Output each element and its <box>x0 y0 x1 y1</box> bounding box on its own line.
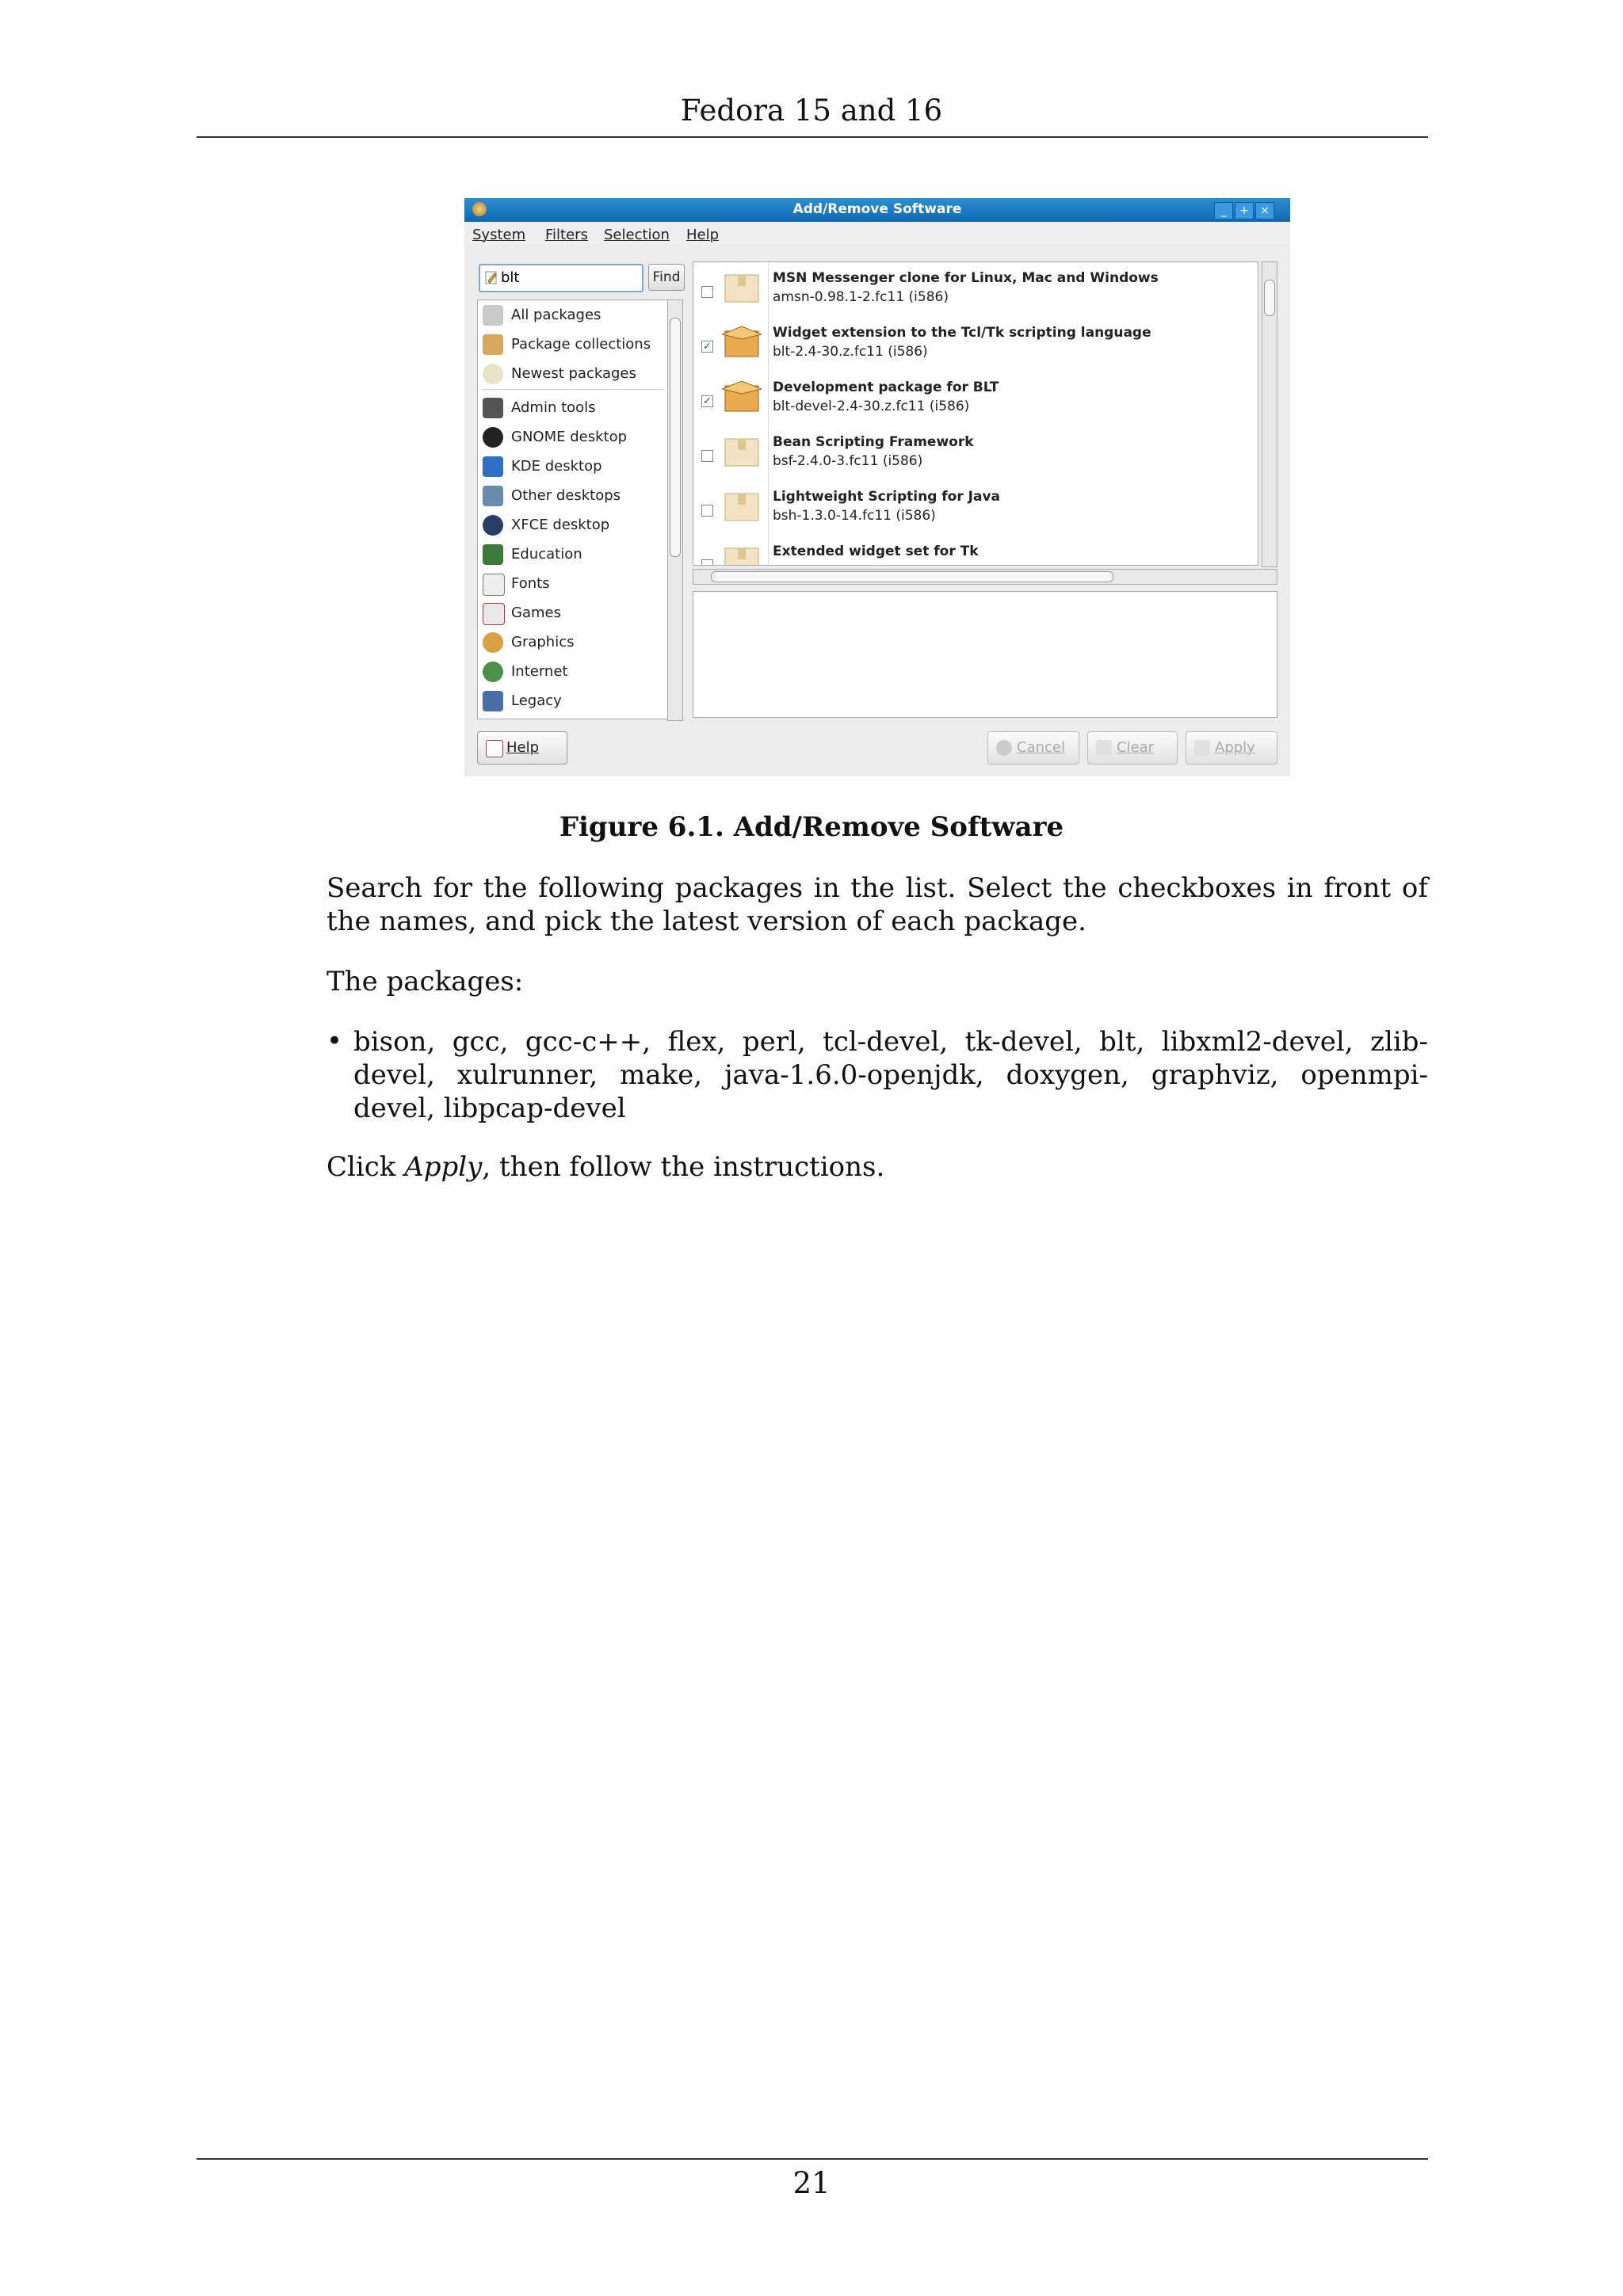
category-education[interactable] <box>481 540 663 566</box>
package-name: MSN Messenger clone for Linux, Mac and Windows <box>773 270 1159 286</box>
footer-rule <box>197 2158 1428 2160</box>
search-input[interactable] <box>501 268 636 287</box>
package-box-icon <box>722 433 762 469</box>
apply-button[interactable] <box>1186 731 1277 765</box>
search-box <box>479 264 643 292</box>
menu-help[interactable]: Help <box>686 227 720 243</box>
package-row[interactable] <box>693 481 1258 536</box>
help-button-label: Help <box>506 739 540 756</box>
package-row[interactable] <box>693 317 1258 372</box>
category-label: Education <box>511 546 582 563</box>
package-collections-icon <box>483 334 503 355</box>
package-version: blt-devel-2.4-30.z.fc11 (i586) <box>773 399 970 414</box>
package-row[interactable] <box>693 372 1258 426</box>
help-button[interactable] <box>477 731 567 765</box>
package-row[interactable] <box>693 536 1258 566</box>
package-list <box>693 261 1258 566</box>
category-xfce-desktop[interactable] <box>481 510 663 537</box>
scrollbar-thumb[interactable] <box>1264 280 1275 316</box>
category-label: Package collections <box>511 336 651 353</box>
package-name: Bean Scripting Framework <box>773 434 974 450</box>
all-packages-icon <box>483 305 503 326</box>
apply-button-label: Apply <box>1215 739 1255 756</box>
package-box-icon <box>722 542 762 566</box>
category-list <box>477 299 669 719</box>
find-button[interactable]: Find <box>648 264 685 291</box>
category-label: All packages <box>511 307 601 323</box>
category-label: Newest packages <box>511 365 636 382</box>
package-row[interactable] <box>693 262 1258 317</box>
category-label: XFCE desktop <box>511 517 610 533</box>
open-package-box-icon <box>722 378 762 414</box>
maximize-button[interactable]: + <box>1235 202 1254 219</box>
package-checkbox[interactable] <box>701 505 713 517</box>
category-label: Games <box>511 605 561 621</box>
close-button[interactable]: × <box>1255 202 1274 219</box>
instruction-paragraph: Search for the following packages in the list. Select the checkboxes in front of the names, and pick the latest version of each package. <box>327 872 1428 937</box>
category-label: GNOME desktop <box>511 429 628 445</box>
package-list-text: bison, gcc, gcc-c++, flex, perl, tcl-devel, tk-devel, blt, libxml2-devel, zlib-devel, xulrunner, make, java-1.6.0-openjdk, doxygen, graphviz, openmpi-devel, libpcap-devel <box>353 1026 1428 1124</box>
scrollbar-thumb[interactable] <box>711 571 1113 582</box>
category-other-desktops[interactable] <box>481 481 663 508</box>
category-label: Other desktops <box>511 487 621 504</box>
package-version: amsn-0.98.1-2.fc11 (i586) <box>773 289 949 305</box>
education-board-icon <box>483 544 503 565</box>
menubar <box>464 222 1290 246</box>
cancel-button[interactable] <box>987 731 1079 765</box>
category-internet[interactable] <box>481 657 663 684</box>
category-label: Admin tools <box>511 399 596 416</box>
apply-instruction-prefix: Click <box>327 1151 405 1183</box>
open-package-box-icon <box>722 323 762 360</box>
kde-icon <box>483 456 503 477</box>
category-package-collections[interactable] <box>481 330 663 357</box>
category-label: Graphics <box>511 634 575 650</box>
checkmark-icon <box>1194 740 1210 756</box>
globe-icon <box>483 662 503 682</box>
admin-tools-icon <box>483 398 503 418</box>
menu-selection[interactable]: Selection <box>604 227 670 243</box>
category-label: Legacy <box>511 692 562 709</box>
running-header: Fedora 15 and 16 <box>680 93 943 128</box>
window-titlebar <box>464 198 1290 222</box>
cancel-button-label: Cancel <box>1017 739 1065 756</box>
apply-instruction-suffix: , then follow the instructions. <box>482 1151 885 1183</box>
package-version: bsf-2.4.0-3.fc11 (i586) <box>773 453 923 469</box>
add-remove-software-window <box>464 198 1290 776</box>
header-rule <box>197 136 1428 138</box>
package-name: Lightweight Scripting for Java <box>773 489 1001 505</box>
package-checkbox[interactable] <box>701 450 713 462</box>
package-checkbox[interactable] <box>701 286 713 298</box>
category-label: Fonts <box>511 575 550 592</box>
packages-intro: The packages: <box>327 966 524 997</box>
package-box-icon <box>722 487 762 524</box>
clear-button-label: Clear <box>1117 739 1155 756</box>
package-name: Development package for BLT <box>773 379 999 395</box>
lightbulb-icon <box>483 364 503 384</box>
scrollbar-thumb[interactable] <box>670 318 681 557</box>
package-checkbox[interactable]: ✓ <box>701 341 713 353</box>
edit-pen-icon <box>485 270 498 284</box>
bullet-marker: • <box>327 1025 343 1057</box>
category-gnome-desktop[interactable] <box>481 422 663 449</box>
cancel-icon <box>996 740 1012 756</box>
package-version: blt-2.4-30.z.fc11 (i586) <box>773 344 928 360</box>
category-kde-desktop[interactable] <box>481 452 663 479</box>
category-all-packages[interactable] <box>481 300 663 327</box>
package-row[interactable] <box>693 426 1258 481</box>
package-description-pane <box>693 591 1277 718</box>
xfce-mouse-icon <box>483 515 503 536</box>
category-fonts[interactable] <box>481 569 663 596</box>
package-list-hscrollbar[interactable] <box>693 569 1277 585</box>
apply-instruction <box>327 1150 1428 1184</box>
floppy-disk-icon <box>483 691 503 711</box>
package-version: bsh-1.3.0-14.fc11 (i586) <box>773 508 936 524</box>
window-title: Add/Remove Software <box>792 201 962 217</box>
other-desktops-icon <box>483 486 503 506</box>
category-label: KDE desktop <box>511 458 602 475</box>
category-newest-packages[interactable] <box>481 359 663 386</box>
category-games[interactable] <box>481 598 663 625</box>
fonts-icon <box>483 574 505 596</box>
graphics-palette-icon <box>483 632 503 653</box>
minimize-button[interactable]: _ <box>1214 202 1233 219</box>
category-scrollbar[interactable] <box>667 299 683 721</box>
category-legacy[interactable] <box>481 686 663 713</box>
page-number: 21 <box>792 2166 831 2200</box>
package-list-scrollbar[interactable] <box>1262 261 1277 567</box>
package-name: Extended widget set for Tk <box>773 543 979 559</box>
menu-filters[interactable]: Filters <box>545 227 588 243</box>
figure-caption: Figure 6.1. Add/Remove Software <box>559 811 1064 843</box>
category-admin-tools[interactable] <box>481 393 663 420</box>
category-separator <box>481 389 663 390</box>
category-graphics[interactable] <box>481 627 663 654</box>
menu-system[interactable]: System <box>472 227 526 243</box>
category-label: Internet <box>511 663 568 680</box>
gnome-foot-icon <box>483 427 503 448</box>
clear-button[interactable] <box>1087 731 1178 765</box>
apply-term: Apply <box>404 1151 483 1183</box>
games-cards-icon <box>483 603 505 625</box>
package-checkbox[interactable]: ✓ <box>701 395 713 407</box>
package-box-icon <box>722 269 762 305</box>
package-checkbox[interactable] <box>701 559 713 566</box>
help-icon <box>486 740 503 757</box>
package-name: Widget extension to the Tcl/Tk scripting language <box>773 325 1151 341</box>
broom-icon <box>1096 740 1112 756</box>
